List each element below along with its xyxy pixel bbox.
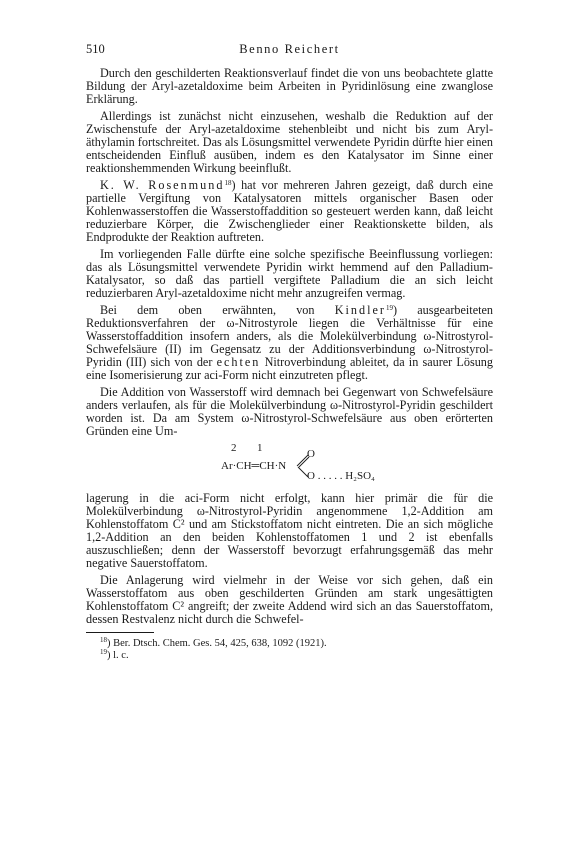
paragraph: Die Anlagerung wird vielmehr in der Weise vor sich gehen, daß ein Wasserstoffatom aus oben geschilderten Gründen am stark ungesättigten Kohlenstoffatom C² angreift; der zweite Addend wird sich an das Sauerstoffatom, dessen Restvalenz nicht durch die Schwefel- <box>86 573 493 626</box>
footnote-ref: 19 <box>385 304 393 312</box>
page-number: 510 <box>86 42 105 56</box>
paragraph-text: ) ausgearbeiteten Reduktionsverfahren der ω-Nitrostyrole liegen die Verhältnisse für eine Wasserstoffaddition insofern anders, als die Molekülverbindung ω-Nitrostyrol-Schwefelsäure (II) im Gegensatz zu der Additionsverbindung ω-Nitrostyrol-Pyridin (III) sich von der <box>86 303 493 369</box>
paragraph: Im vorliegenden Falle dürfte eine solche spezifische Beeinflussung vorliegen: das als Lösungsmittel verwendete Pyridin wirkt hemmend auf den Palladium-Katalysator, so daß das partiell vergiftete Palladium die an sich leicht reduzierbaren Aryl-azetaldoxime nicht mehr anzugreifen vermag. <box>86 247 493 300</box>
author-name: K. W. Rosenmund <box>100 178 225 192</box>
paragraph <box>86 179 493 244</box>
footnote-number: 19 <box>100 648 107 656</box>
paragraph <box>86 304 493 382</box>
page-header <box>86 42 493 58</box>
paragraph-text: Bei dem oben erwähnten, von <box>100 303 335 317</box>
footnote-number: 18 <box>100 636 107 644</box>
footnote-text: ) l. c. <box>107 650 129 661</box>
footnote <box>86 638 493 650</box>
footnote-text: ) Ber. Dtsch. Chem. Ges. 54, 425, 638, 1092 (1921). <box>107 638 327 649</box>
paragraph: Die Addition von Wasserstoff wird demnach bei Gegenwart von Schwefelsäure anders verlaufen, als für die Molekülverbindung ω-Nitrostyrol-Pyridin geschildert worden ist. Da am System ω-Nitrostyrol-Schwefelsäure aus oben erörterten Gründen eine Um- <box>86 385 493 438</box>
running-head: Benno Reichert <box>239 42 340 56</box>
footnote-ref: 18 <box>224 179 232 187</box>
paragraph: Durch den geschilderten Reaktionsverlauf findet die von uns beobachtete glatte Bildung der Aryl-azetaldoxime beim Arbeiten in Pyridinlösung eine zwanglose Erklärung. <box>86 66 493 106</box>
body-text <box>86 67 493 626</box>
page <box>86 42 493 662</box>
paragraph: lagerung in die aci-Form nicht erfolgt, kann hier primär die für die Molekülverbindung ω-Nitrostyrol-Pyridin angenommene 1,2-Addition am Kohlenstoffatom C² und am Stickstoffatom nicht eintreten. Die an sich mögliche 1,2-Addition an den beiden Kohlenstoffatomen 1 und 2 ist ebenfalls auszuschließen; denn der Wasserstoff bevorzugt erfahrungsgemäß das mehr negative Sauerstoffatom. <box>86 491 493 570</box>
chemical-formula <box>86 442 493 488</box>
formula-position-1: 1 <box>257 442 263 454</box>
formula-position-2: 2 <box>231 442 237 454</box>
formula-main: Ar·CH═CH·N <box>221 460 287 472</box>
formula-oxygen-bottom: O . . . . . H₂SO₄ <box>307 470 375 482</box>
paragraph-text: ) hat vor mehreren Jahren gezeigt, daß durch eine partielle Vergiftung von Katalysatoren mittels organischer Basen oder Kohlenwasserstoffen die Wasserstoffaddition so gesteuert werden kann, daß leicht reduzierbare Körper, die Zwischenglieder einer Reaktionskette bilden, als Endprodukte der Reaktion auftreten. <box>86 178 493 244</box>
formula-oxygen-top: O <box>307 448 315 460</box>
footnote <box>86 650 493 662</box>
footnote-rule <box>86 632 154 633</box>
author-name: Kindler <box>334 303 386 317</box>
emphasis: echten <box>216 355 261 369</box>
paragraph: Allerdings ist zunächst nicht einzusehen, weshalb die Reduktion auf der Zwischenstufe der Aryl-azetaldoxime stehenbleibt und nicht bis zum Aryl-äthylamin fortschreitet. Das als Lösungsmittel verwendete Pyridin dürfte hier einen entscheidenden Einfluß ausüben, indem es den Katalysator im Sinne einer reaktionshemmenden Wirkung beeinflußt. <box>86 109 493 175</box>
paragraph-text: Nitroverbindung ableitet, da in saurer Lösung eine Isomerisierung zur aci-Form nicht einzutreten pflegt. <box>86 355 493 382</box>
footnotes <box>86 638 493 662</box>
